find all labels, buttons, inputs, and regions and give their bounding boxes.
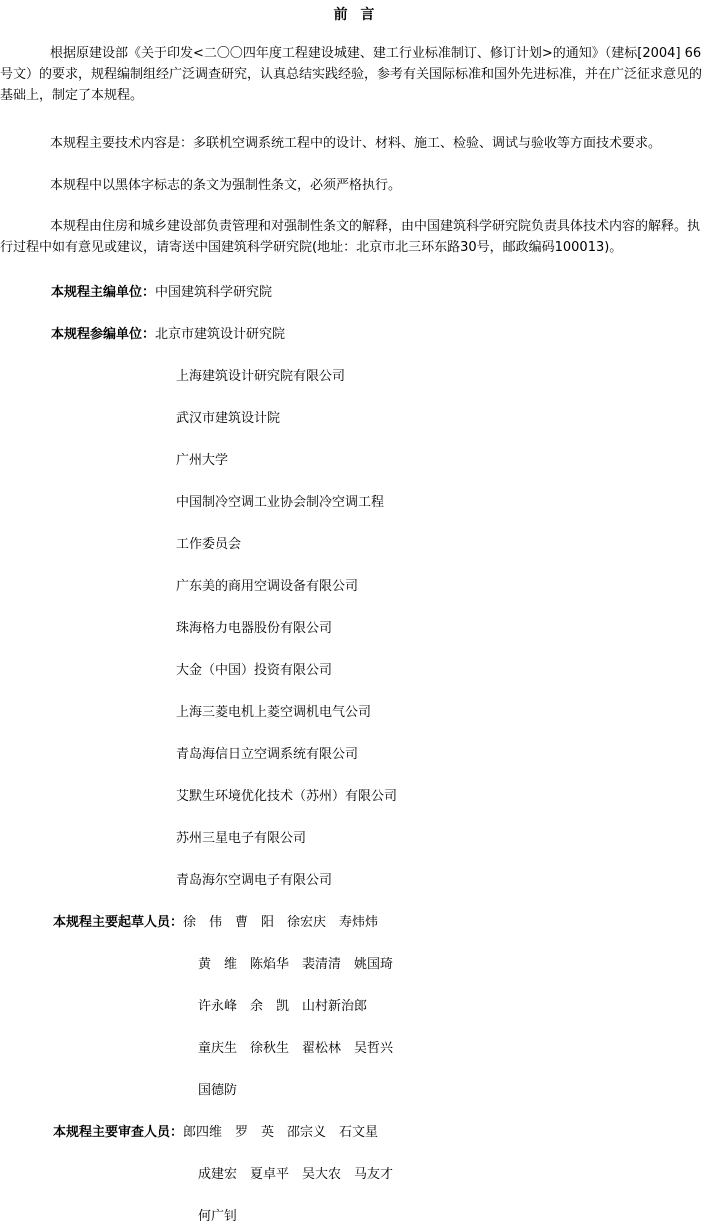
participants-label: 本规程参编单位： (51, 327, 156, 342)
drafters-row (53, 912, 378, 933)
chief-editor-value: 中国建筑科学研究院 (155, 285, 273, 300)
paragraph-main-content: 本规程主要技术内容是：多联机空调系统工程中的设计、材料、施工、检验、调试与验收等方面技术要求。 (50, 136, 662, 151)
reviewers-names: 成建宏 夏卓平 吴大农 马友才 (198, 1167, 394, 1182)
drafters-names: 童庆生 徐秋生 翟松林 吴哲兴 (198, 1041, 394, 1056)
participant-unit: 上海建筑设计研究院有限公司 (176, 369, 346, 384)
drafters-label: 本规程主要起草人员： (53, 915, 184, 930)
participant-unit: 苏州三星电子有限公司 (176, 831, 307, 846)
paragraph-mandatory-clauses: 本规程中以黑体字标志的条文为强制性条文，必须严格执行。 (50, 178, 402, 193)
participant-unit: 青岛海尔空调电子有限公司 (176, 873, 333, 888)
chief-editor-label: 本规程主编单位： (51, 285, 156, 300)
participant-unit: 北京市建筑设计研究院 (155, 327, 286, 342)
reviewers-label: 本规程主要审查人员： (53, 1125, 184, 1140)
drafters-names: 许永峰 余 凯 山村新治郎 (198, 999, 368, 1014)
participant-unit: 武汉市建筑设计院 (176, 411, 281, 426)
chief-editor-row (51, 282, 272, 303)
participant-unit: 大金（中国）投资有限公司 (176, 663, 333, 678)
reviewers-names: 郎四维 罗 英 邵宗义 石文星 (183, 1125, 379, 1140)
participant-unit: 工作委员会 (176, 537, 242, 552)
drafters-names: 黄 维 陈焰华 裴清清 姚国琦 (198, 957, 394, 972)
page-title: 前 言 (333, 7, 379, 23)
participant-unit: 青岛海信日立空调系统有限公司 (176, 747, 359, 762)
drafters-names: 国德防 (198, 1083, 238, 1098)
participants-row (51, 324, 285, 345)
participant-unit: 广州大学 (176, 453, 229, 468)
reviewers-row (53, 1122, 378, 1143)
participant-unit: 艾默生环境优化技术（苏州）有限公司 (176, 789, 398, 804)
participant-unit: 珠海格力电器股份有限公司 (176, 621, 333, 636)
drafters-names: 徐 伟 曹 阳 徐宏庆 寿炜炜 (183, 915, 379, 930)
participant-unit: 中国制冷空调工业协会制冷空调工程 (176, 495, 385, 510)
reviewers-names: 何广钊 (198, 1209, 238, 1224)
paragraph-management: 本规程由住房和城乡建设部负责管理和对强制性条文的解释，由中国建筑科学研究院负责具体技术内容的解释。执行过程中如有意见或建议，请寄送中国建筑科学研究院(地址：北京市北三环东路30号，邮政编码100013)。 (0, 219, 701, 255)
participant-unit: 广东美的商用空调设备有限公司 (176, 579, 359, 594)
paragraph-background: 根据原建设部《关于印发<二〇〇四年度工程建设城建、建工行业标准制订、修订计划>的通知》（建标[2004] 66号文）的要求，规程编制组经广泛调查研究，认真总结实践经验，参考有关国际标准和国外先进标准，并在广泛征求意见的基础上，制定了本规程。 (0, 46, 703, 103)
participant-unit: 上海三菱电机上菱空调机电气公司 (176, 705, 372, 720)
